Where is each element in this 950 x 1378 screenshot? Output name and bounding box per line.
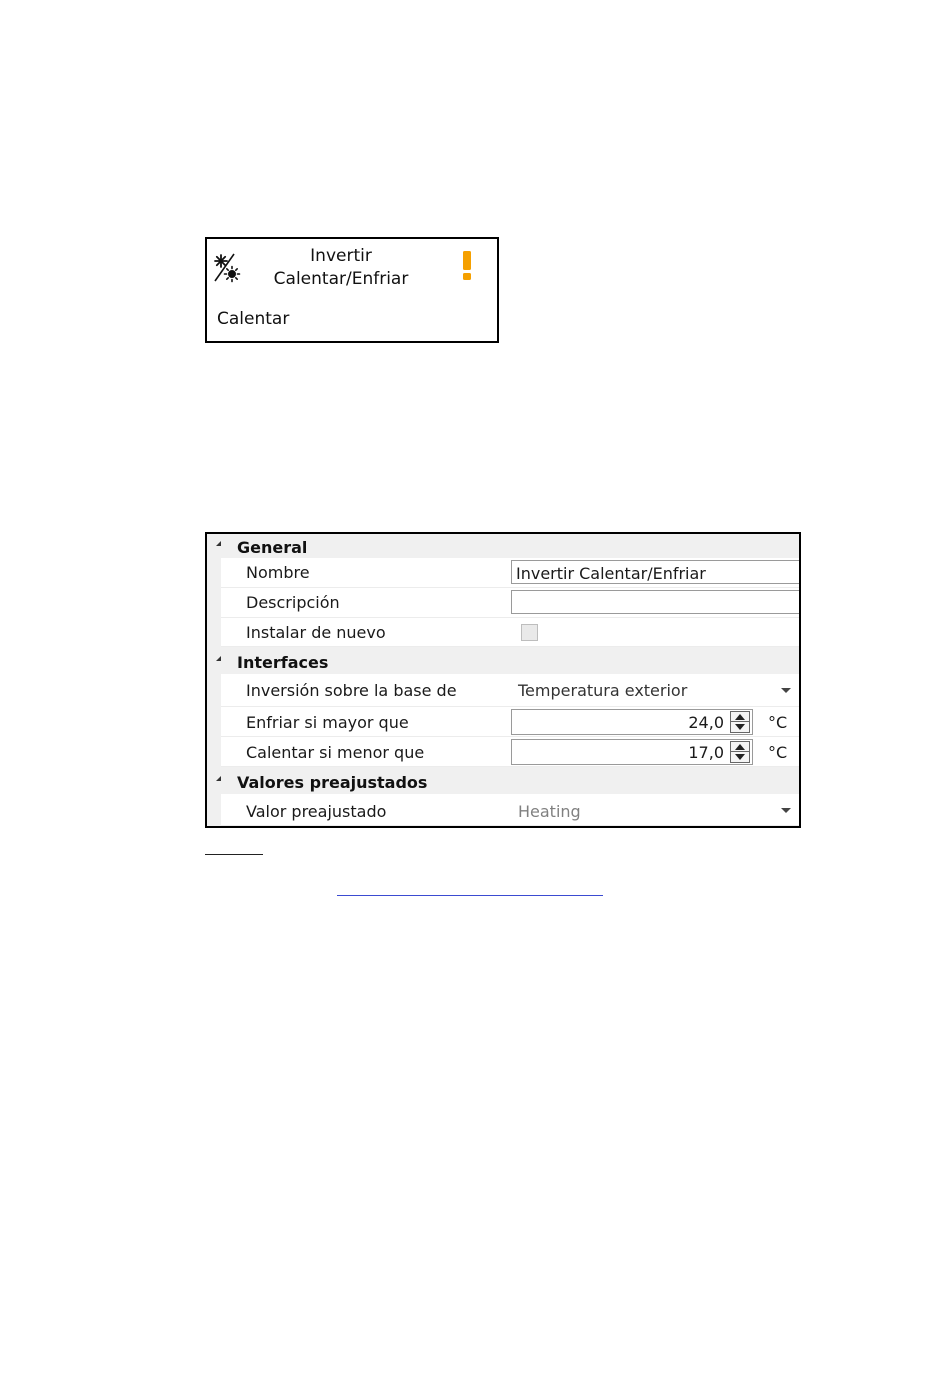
valor-value: Heating (518, 802, 581, 821)
dropdown-arrow-icon[interactable] (781, 808, 791, 813)
property-name (221, 618, 511, 647)
nombre-input[interactable]: Invertir Calentar/Enfriar (511, 560, 801, 584)
category-general-label: General (237, 538, 308, 557)
property-name (221, 737, 511, 767)
footnote-separator (205, 854, 263, 855)
nombre-label: Nombre (246, 563, 310, 582)
inversion-label: Inversión sobre la base de (246, 681, 457, 700)
property-row-inversion (207, 674, 799, 707)
category-interfaces[interactable] (207, 647, 799, 674)
collapse-triangle-icon[interactable] (216, 541, 221, 546)
calentar-label: Calentar si menor que (246, 743, 425, 762)
property-name (221, 674, 511, 707)
block-title-line1: Invertir (310, 246, 372, 266)
property-name (221, 794, 511, 826)
spin-up-icon[interactable] (735, 714, 745, 720)
spin-up-icon[interactable] (735, 744, 745, 750)
enfriar-unit: °C (768, 713, 788, 732)
collapse-triangle-icon[interactable] (216, 656, 221, 661)
property-name (221, 707, 511, 737)
collapse-triangle-icon[interactable] (216, 776, 221, 781)
instalar-label: Instalar de nuevo (246, 623, 386, 642)
property-row-nombre (207, 558, 799, 588)
inversion-value: Temperatura exterior (518, 681, 688, 700)
property-row-enfriar (207, 707, 799, 737)
calentar-value: 17,0 (688, 743, 724, 762)
category-preajustados-label: Valores preajustados (237, 773, 428, 792)
valor-dropdown[interactable] (511, 794, 799, 825)
descripcion-label: Descripción (246, 593, 340, 612)
property-row-instalar (207, 618, 799, 647)
property-row-descripcion (207, 588, 799, 618)
block-title-line2: Calentar/Enfriar (273, 269, 409, 289)
heat-cool-toggle-icon (212, 251, 242, 283)
property-name (221, 558, 511, 588)
property-row-calentar (207, 737, 799, 767)
dropdown-arrow-icon[interactable] (781, 688, 791, 693)
calentar-spinbox[interactable] (511, 739, 753, 765)
block-status: Calentar (217, 309, 290, 329)
category-general[interactable] (207, 534, 799, 558)
property-row-valor (207, 794, 799, 826)
enfriar-value: 24,0 (688, 713, 724, 732)
function-block[interactable] (205, 237, 499, 343)
spin-down-icon[interactable] (735, 754, 745, 760)
category-interfaces-label: Interfaces (237, 653, 329, 672)
valor-label: Valor preajustado (246, 802, 387, 821)
link-underline[interactable] (337, 895, 603, 896)
property-grid (205, 532, 801, 828)
enfriar-label: Enfriar si mayor que (246, 713, 409, 732)
category-preajustados[interactable] (207, 767, 799, 794)
block-title (257, 245, 425, 291)
exclamation-icon (461, 251, 473, 281)
spin-down-icon[interactable] (735, 724, 745, 730)
instalar-checkbox[interactable] (521, 624, 538, 641)
spin-buttons[interactable] (730, 711, 750, 733)
property-name (221, 588, 511, 618)
inversion-dropdown[interactable] (511, 674, 799, 706)
descripcion-input[interactable] (511, 590, 801, 614)
enfriar-spinbox[interactable] (511, 709, 753, 735)
spin-buttons[interactable] (730, 741, 750, 763)
calentar-unit: °C (768, 743, 788, 762)
